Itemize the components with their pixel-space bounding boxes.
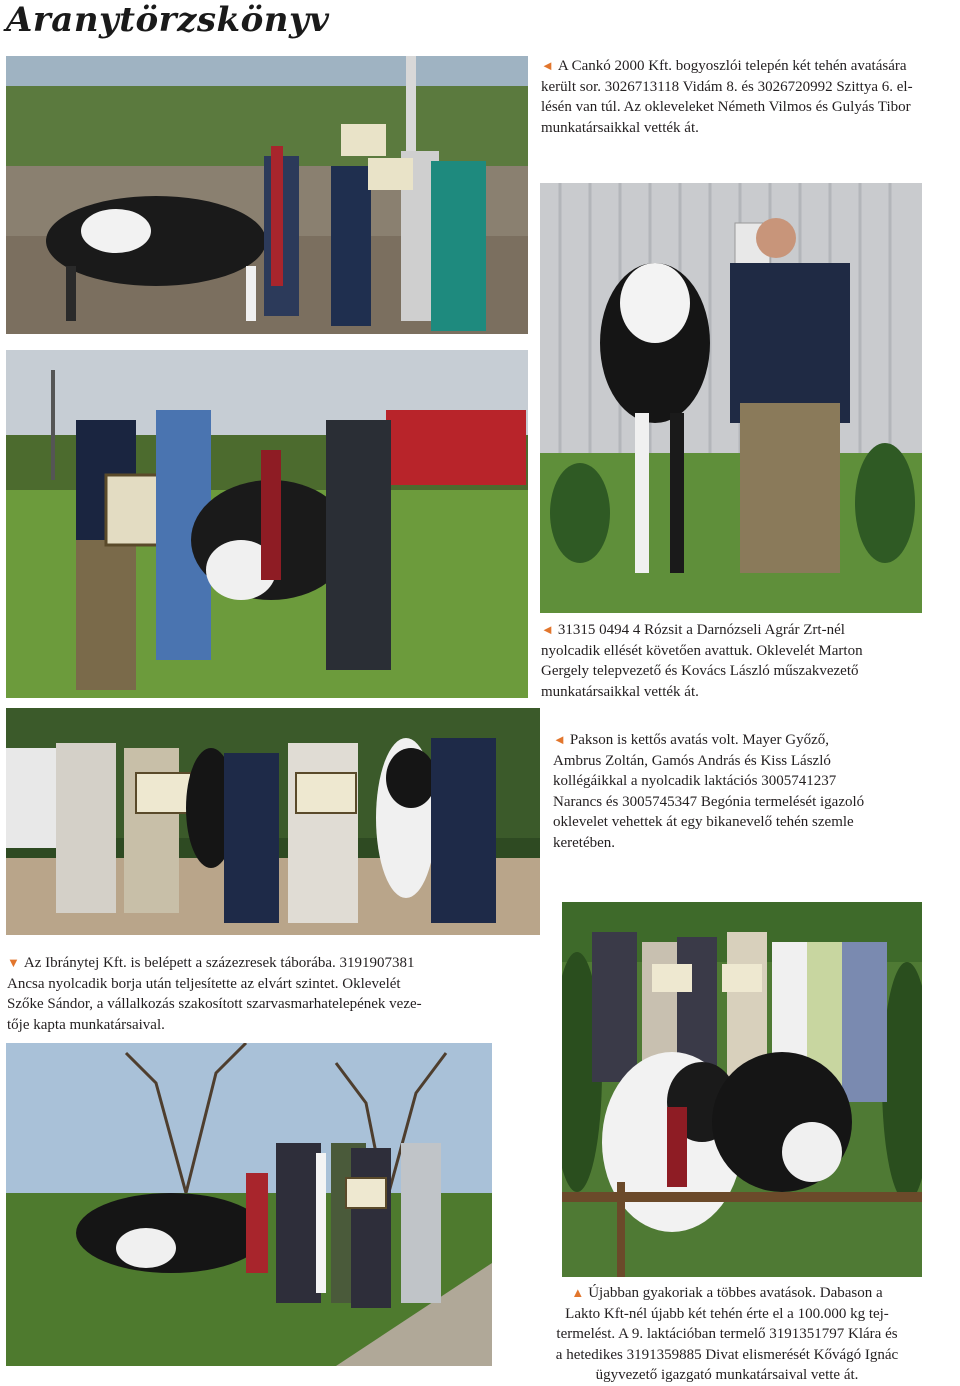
up-arrow-icon: ▲	[571, 1285, 585, 1300]
left-arrow-icon: ◄	[553, 732, 566, 747]
left-arrow-icon: ◄	[541, 622, 554, 637]
photo-canko-farm	[6, 56, 528, 334]
down-arrow-icon: ▼	[7, 955, 20, 970]
caption-darnozseli: ◄ 31315 0494 4 Rózsit a Darnózseli Agrár Zrt-nél nyolcadik ellését követően avattuk. Oklevelét Marton Gergely telepvezető és Kovács László műszakvezető munkatársaikkal vették át.	[541, 622, 863, 700]
page-title: Aranytörzskönyv	[6, 0, 330, 40]
left-arrow-icon: ◄	[541, 58, 554, 73]
caption-canko: ◄ A Cankó 2000 Kft. bogyoszlói telepén két tehén avatására került sor. 3026713118 Vidám 8. és 3026720992 Szittya 6. el- lésén van túl. Az okleveleket Németh Vilmos és Gulyás Tibor munkatársaikkal vették át.	[541, 58, 913, 136]
caption-dabas: ▲ Újabban gyakoriak a többes avatások. Dabason a Lakto Kft-nél újabb két tehén érte el a 100.000 kg tej- termelést. A 9. laktációban termelő 3191351797 Klára és a hetedikes 3191359885 Divat elismerését Kővágó Ignác ügyvezető igazgató munkatársaival vette át.	[555, 1285, 899, 1383]
photo-darnozseli-group	[6, 350, 528, 698]
caption-paks: ◄ Pakson is kettős avatás volt. Mayer Győző, Ambrus Zoltán, Gamós András és Kiss László kollégáikkal a nyolcadik laktációs 3005741237 Narancs és 3005745347 Begónia termelését igazoló oklevelet vehettek át egy bikanevelő tehén szemle keretében.	[553, 732, 865, 851]
photo-paks-group	[6, 708, 540, 935]
caption-ibranytej: ▼ Az Ibránytej Kft. is belépett a százezresek táborába. 3191907381 Ancsa nyolcadik borja után teljesítette az elvárt szintet. Oklevelét Szőke Sándor, a vállalkozás szakosított szarvasmarhatelepének veze- tője kapta munkatársaival.	[7, 955, 422, 1033]
photo-rozsit-cow	[540, 183, 922, 613]
photo-dabas-group	[562, 902, 922, 1277]
photo-ibranytej-group	[6, 1043, 492, 1366]
